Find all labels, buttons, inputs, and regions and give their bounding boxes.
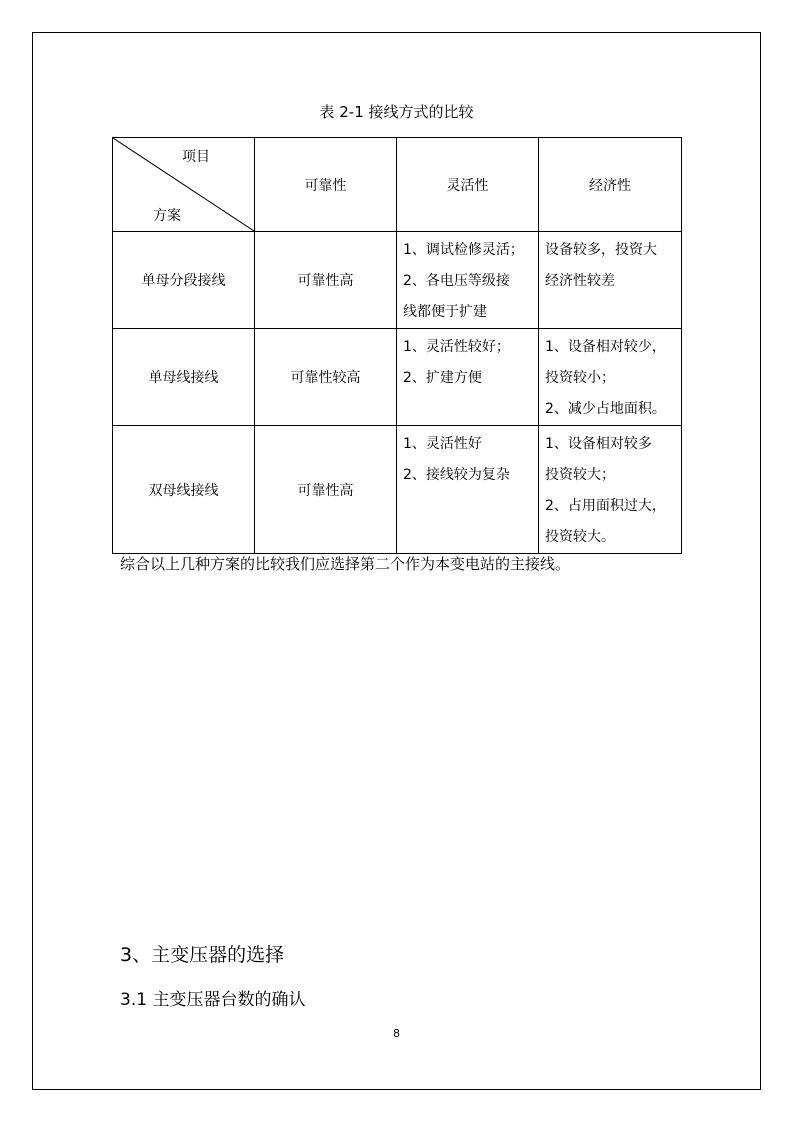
flexibility-cell bbox=[397, 426, 539, 554]
cell-line: 2、接线较为复杂 bbox=[403, 467, 510, 483]
cell-line: 1、设备相对较多 bbox=[545, 436, 652, 452]
header-reliability: 可靠性 bbox=[255, 138, 397, 232]
cell-line: 经济性较差 bbox=[545, 273, 615, 289]
table-row bbox=[113, 426, 682, 554]
table-header-row bbox=[113, 138, 682, 232]
summary-paragraph: 综合以上几种方案的比较我们应选择第二个作为本变电站的主接线。 bbox=[120, 555, 571, 573]
section-heading: 3、主变压器的选择 bbox=[120, 944, 285, 966]
cell-line: 2、各电压等级接 bbox=[403, 273, 510, 289]
economy-cell bbox=[539, 426, 682, 554]
cell-line: 投资较大。 bbox=[545, 529, 615, 545]
table-row bbox=[113, 329, 682, 426]
header-flexibility: 灵活性 bbox=[397, 138, 539, 232]
table-row bbox=[113, 232, 682, 329]
economy-cell bbox=[539, 232, 682, 329]
diagonal-header-cell bbox=[113, 138, 255, 232]
cell-line: 1、调试检修灵活； bbox=[403, 242, 524, 258]
cell-line: 线都便于扩建 bbox=[403, 304, 487, 320]
reliability-cell: 可靠性高 bbox=[255, 232, 397, 329]
reliability-cell: 可靠性较高 bbox=[255, 329, 397, 426]
economy-cell bbox=[539, 329, 682, 426]
flexibility-cell bbox=[397, 329, 539, 426]
comparison-table bbox=[112, 137, 682, 554]
cell-line: 2、占用面积过大， bbox=[545, 498, 666, 514]
subsection-heading: 3.1 主变压器台数的确认 bbox=[120, 990, 306, 1010]
corner-label-scheme: 方案 bbox=[153, 208, 181, 224]
corner-label-item: 项目 bbox=[182, 149, 210, 165]
cell-line: 1、设备相对较少， bbox=[545, 339, 666, 355]
table-caption: 表 2-1 接线方式的比较 bbox=[319, 103, 474, 121]
page-number: 8 bbox=[393, 1027, 400, 1040]
cell-line: 2、减少占地面积。 bbox=[545, 401, 666, 417]
scheme-cell: 单母线接线 bbox=[113, 329, 255, 426]
scheme-cell: 单母分段接线 bbox=[113, 232, 255, 329]
cell-line: 投资较大； bbox=[545, 467, 615, 483]
cell-line: 投资较小； bbox=[545, 370, 615, 386]
flexibility-cell bbox=[397, 232, 539, 329]
cell-line: 1、灵活性好 bbox=[403, 436, 482, 452]
cell-line: 1、灵活性较好； bbox=[403, 339, 510, 355]
cell-line: 设备较多，投资大 bbox=[545, 242, 657, 258]
cell-line: 2、扩建方便 bbox=[403, 370, 482, 386]
scheme-cell: 双母线接线 bbox=[113, 426, 255, 554]
header-economy: 经济性 bbox=[539, 138, 682, 232]
reliability-cell: 可靠性高 bbox=[255, 426, 397, 554]
